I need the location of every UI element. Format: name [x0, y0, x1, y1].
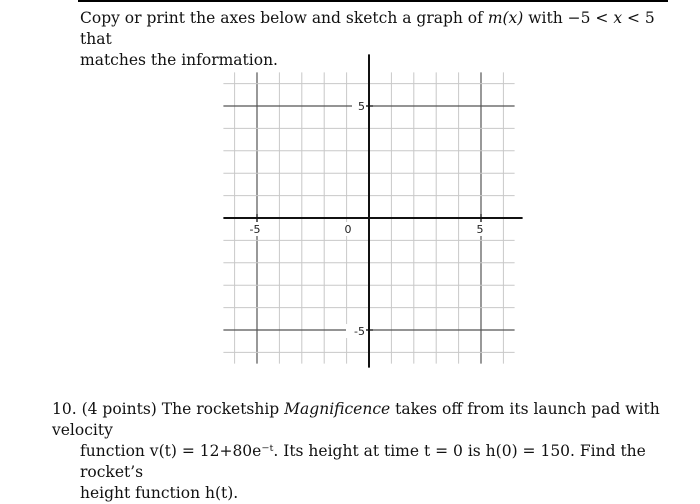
- origin-label: 0: [344, 223, 352, 236]
- prompt-text-line2: matches the information.: [80, 51, 278, 69]
- axes: [223, 54, 522, 367]
- problem-first-line: [52, 399, 672, 441]
- prompt-text-2: with −5 <: [523, 9, 614, 27]
- problem-rest: takes off from its launch pad with velocity: [52, 400, 660, 439]
- function-name: m(x): [487, 9, 524, 27]
- problem-line2: function v(t) = 12+80e⁻ᵗ. Its height at time t = 0 is h(0) = 150. Find the rocket’s: [80, 442, 646, 481]
- y-tick-label-neg5: -5: [354, 325, 365, 338]
- ship-name: Magnificence: [284, 400, 391, 418]
- problem-points: (4 points) The rocketship: [81, 400, 285, 418]
- y-tick-label-5: 5: [358, 100, 365, 113]
- problem-number: 10.: [52, 400, 77, 418]
- prompt-text-1: Copy or print the axes below and sketch a graph of: [80, 9, 488, 27]
- prompt-text-3: < 5 that: [80, 9, 655, 48]
- variable-name: x: [613, 9, 623, 27]
- x-tick-label-5: 5: [476, 223, 484, 236]
- x-tick-label-neg5: -5: [249, 223, 261, 236]
- problem-10: [52, 399, 672, 504]
- problem-line3: height function h(t).: [80, 484, 239, 502]
